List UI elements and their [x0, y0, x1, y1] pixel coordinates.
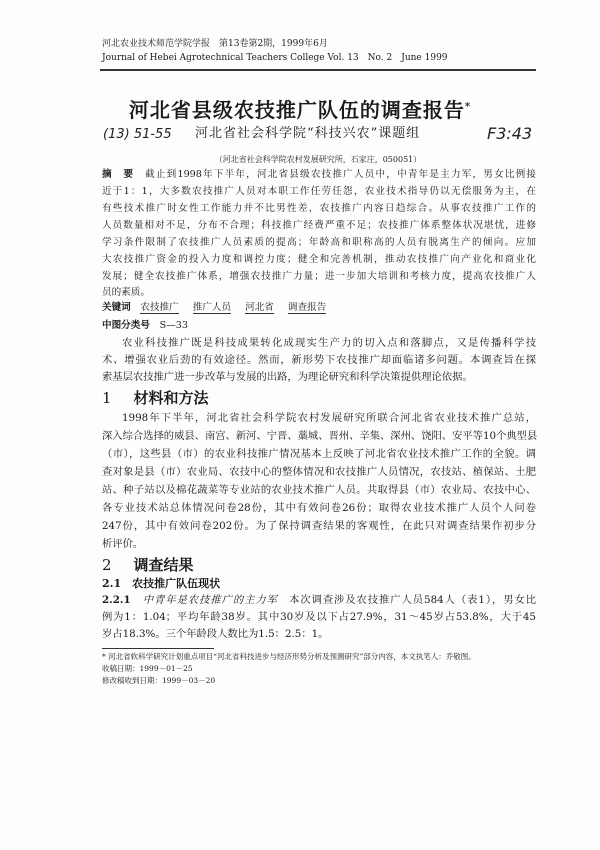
abstract-line: 大农技推广资金的投入力度和调控力度；健全和完善机制，推动农技推广向产业化和商业化 — [102, 254, 536, 265]
footnote-rule — [102, 648, 214, 649]
footnote: * 河北省软科学研究计划重点项目“河北省科技进步与经济形势分析及预测研究”部分内容，本文执笔人：乔敬图。 — [102, 652, 476, 661]
body-line: 岁占18.3%。三个年龄段人数比为1.5：2.5：1。 — [102, 628, 329, 640]
paper-title: 河北省县级农技推广队伍的调查报告* — [128, 98, 472, 122]
subsubsection-2-2-1: 2.2.1 中青年是农技推广的主力军 本次调查涉及农技推广人员584人（表1），男女比 — [102, 594, 537, 606]
intro-line: 农业科技推广既是科技成果转化成现实生产力的切入点和落脚点，又是传播科学技 — [122, 337, 536, 349]
handwritten-note-right: F3:43 — [487, 124, 533, 143]
body-line: （市），这些县（市）的农业科技推广情况基本上反映了河北省农业技术推广工作的全貌。调 — [102, 448, 536, 460]
abstract-line: 发展；健全农技推广体系，增强农技推广力量；进一步加大培训和考核力度，提高农技推广人 — [102, 271, 536, 282]
author: 河北省社会科学院“科技兴农”课题组 — [195, 126, 421, 141]
footnote: 修改稿收到日期：1999－03－20 — [102, 676, 216, 685]
journal-header-cn: 河北农业技术师范学院学报 第13卷第2期，1999年6月 — [102, 39, 328, 49]
journal-header-en: Journal of Hebei Agrotechnical Teachers College Vol. 13 No. 2 June 1999 — [102, 53, 448, 63]
abstract-label: 摘 要 — [102, 169, 135, 180]
paper-page: 河北农业技术师范学院学报 第13卷第2期，1999年6月 Journal of Hebei Agrotechnical Teachers College Vol. 13 No. 2 June 1999 河北省县级农技推广队伍的调查报告* (13) 51-55 F3:43 河北省社会科学院“科技兴农”课题组 （河北省社会科学院农村发展研究所，石家庄，050051） 摘 要 截止到1998年下半年，河北省县级农技推广人员中，中青年是主力军，男女比例接 近于1：1，大多数农技推广人员对本职工作任劳任怨，农业技术指导仍以无偿服务为主，在 有些技术推广时女性工作能力并不比男性差，农技推广内容日趋综合。从事农技推广工作的 人员数量相对不足，分布不合理；科技推广经费严重不足；农技推广体系整体状况堪忧，进修 学习条件限制了农技推广人员素质的提高；年龄高和职称高的人员有脱离生产的倾向。应加 大农技推广资金的投入力度和调控力度；健全和完善机制，推动农技推广向产业化和商业化 发展；健全农技推广体系，增强农技推广力量；进一步加大培训和考核力度，提高农技推广人 员的素质。 关键词 农技推广 推广人员 河北省 调查报告 中图分类号 S—33 农业科技推广既是科技成果转化成现实生产力的切入点和落脚点，又是传播科学技 术、增强农业后劲的有效途径。然而，新形势下农技推广却面临诸多问题。本调查旨在探 索基层农技推广进一步改革与发展的出路，为理论研究和科学决策提供理论依据。 1 材料和方法 1998年下半年，河北省社会科学院农村发展研究所联合河北省农业技术推广总站， 深入综合选择的威县、南宫、新河、宁晋、藁城、晋州、辛集、深州、饶阳、安平等10个典型县 （市），这些县（市）的农业科技推广情况基本上反映了河北省农业技术推广工作的全貌。调 查对象是县（市）农业局、农技中心的整体情况和农技推广人员情况，农技站、植保站、土肥 站、种子站以及棉花蔬菜等专业站的农业技术推广人员。共取得县（市）农业局、农技中心、 各专业技术站总体情况问卷28份，其中有效问卷26份；取得农业技术推广人员个人问卷 247份，其中有效问卷202份。为了保持调查结果的客观性，在此只对调查结果作初步分 析评价。 2 调查结果 2.1 农技推广队伍现状 2.2.1 中青年是农技推广的主力军 本次调查涉及农技推广人员584人（表1），男女比 例为1：1.04；平均年龄38岁。其中30岁及以下占27.9%，31～45岁占53.8%，大于45 岁占18.3%。三个年龄段人数比为1.5：2.5：1。 * 河北省软科学研究计划重点项目“河北省科技进步与经济形势分析及预测研究”部分内容，本文执笔人：乔敬图。 收稿日期：1999－01－25 修改稿收到日期：1999－03－20 — [0, 0, 600, 850]
abstract-line: 学习条件限制了农技推广人员素质的提高；年龄高和职称高的人员有脱离生产的倾向。应加 — [102, 237, 536, 248]
handwritten-note-left: (13) 51-55 — [103, 127, 172, 142]
section-1-heading: 1 材料和方法 — [102, 389, 209, 407]
abstract-line: 人员数量相对不足，分布不合理；科技推广经费严重不足；农技推广体系整体状况堪忧，进修 — [102, 220, 536, 231]
intro-line: 索基层农技推广进一步改革与发展的出路，为理论研究和科学决策提供理论依据。 — [102, 371, 473, 383]
abstract-line: 员的素质。 — [102, 287, 150, 298]
body-line: 1998年下半年，河北省社会科学院农村发展研究所联合河北省农业技术推广总站， — [122, 412, 536, 424]
body-line: 各专业技术站总体情况问卷28份，其中有效问卷26份；取得农业技术推广人员个人问卷 — [102, 502, 536, 514]
body-line: 析评价。 — [102, 538, 144, 550]
intro-line: 术、增强农业后劲的有效途径。然而，新形势下农技推广却面临诸多问题。本调查旨在探 — [102, 354, 536, 366]
keywords: 关键词 农技推广 推广人员 河北省 调查报告 — [102, 302, 327, 313]
abstract-line: 有些技术推广时女性工作能力并不比男性差，农技推广内容日趋综合。从事农技推广工作的 — [102, 203, 536, 214]
subsection-2-1-heading: 2.1 农技推广队伍现状 — [102, 577, 221, 590]
body-line: 站、种子站以及棉花蔬菜等专业站的农业技术推广人员。共取得县（市）农业局、农技中心、 — [102, 484, 536, 496]
body-line: 查对象是县（市）农业局、农技中心的整体情况和农技推广人员情况，农技站、植保站、土肥 — [102, 466, 536, 478]
affiliation: （河北省社会科学院农村发展研究所，石家庄，050051） — [214, 155, 422, 164]
body-line: 深入综合选择的威县、南宫、新河、宁晋、藁城、晋州、辛集、深州、饶阳、安平等10个典型县 — [102, 430, 538, 442]
body-line: 例为1：1.04；平均年龄38岁。其中30岁及以下占27.9%，31～45岁占53.8%，大于45 — [102, 611, 536, 623]
header-rule — [100, 69, 536, 71]
footnote: 收稿日期：1999－01－25 — [102, 664, 193, 673]
abstract-line: 近于1：1，大多数农技推广人员对本职工作任劳任怨，农业技术指导仍以无偿服务为主，在 — [102, 186, 536, 197]
section-2-heading: 2 调查结果 — [102, 556, 194, 574]
classification: 中图分类号 S—33 — [102, 320, 188, 331]
body-line: 247份，其中有效问卷202份。为了保持调查结果的客观性，在此只对调查结果作初步分 — [102, 520, 536, 532]
